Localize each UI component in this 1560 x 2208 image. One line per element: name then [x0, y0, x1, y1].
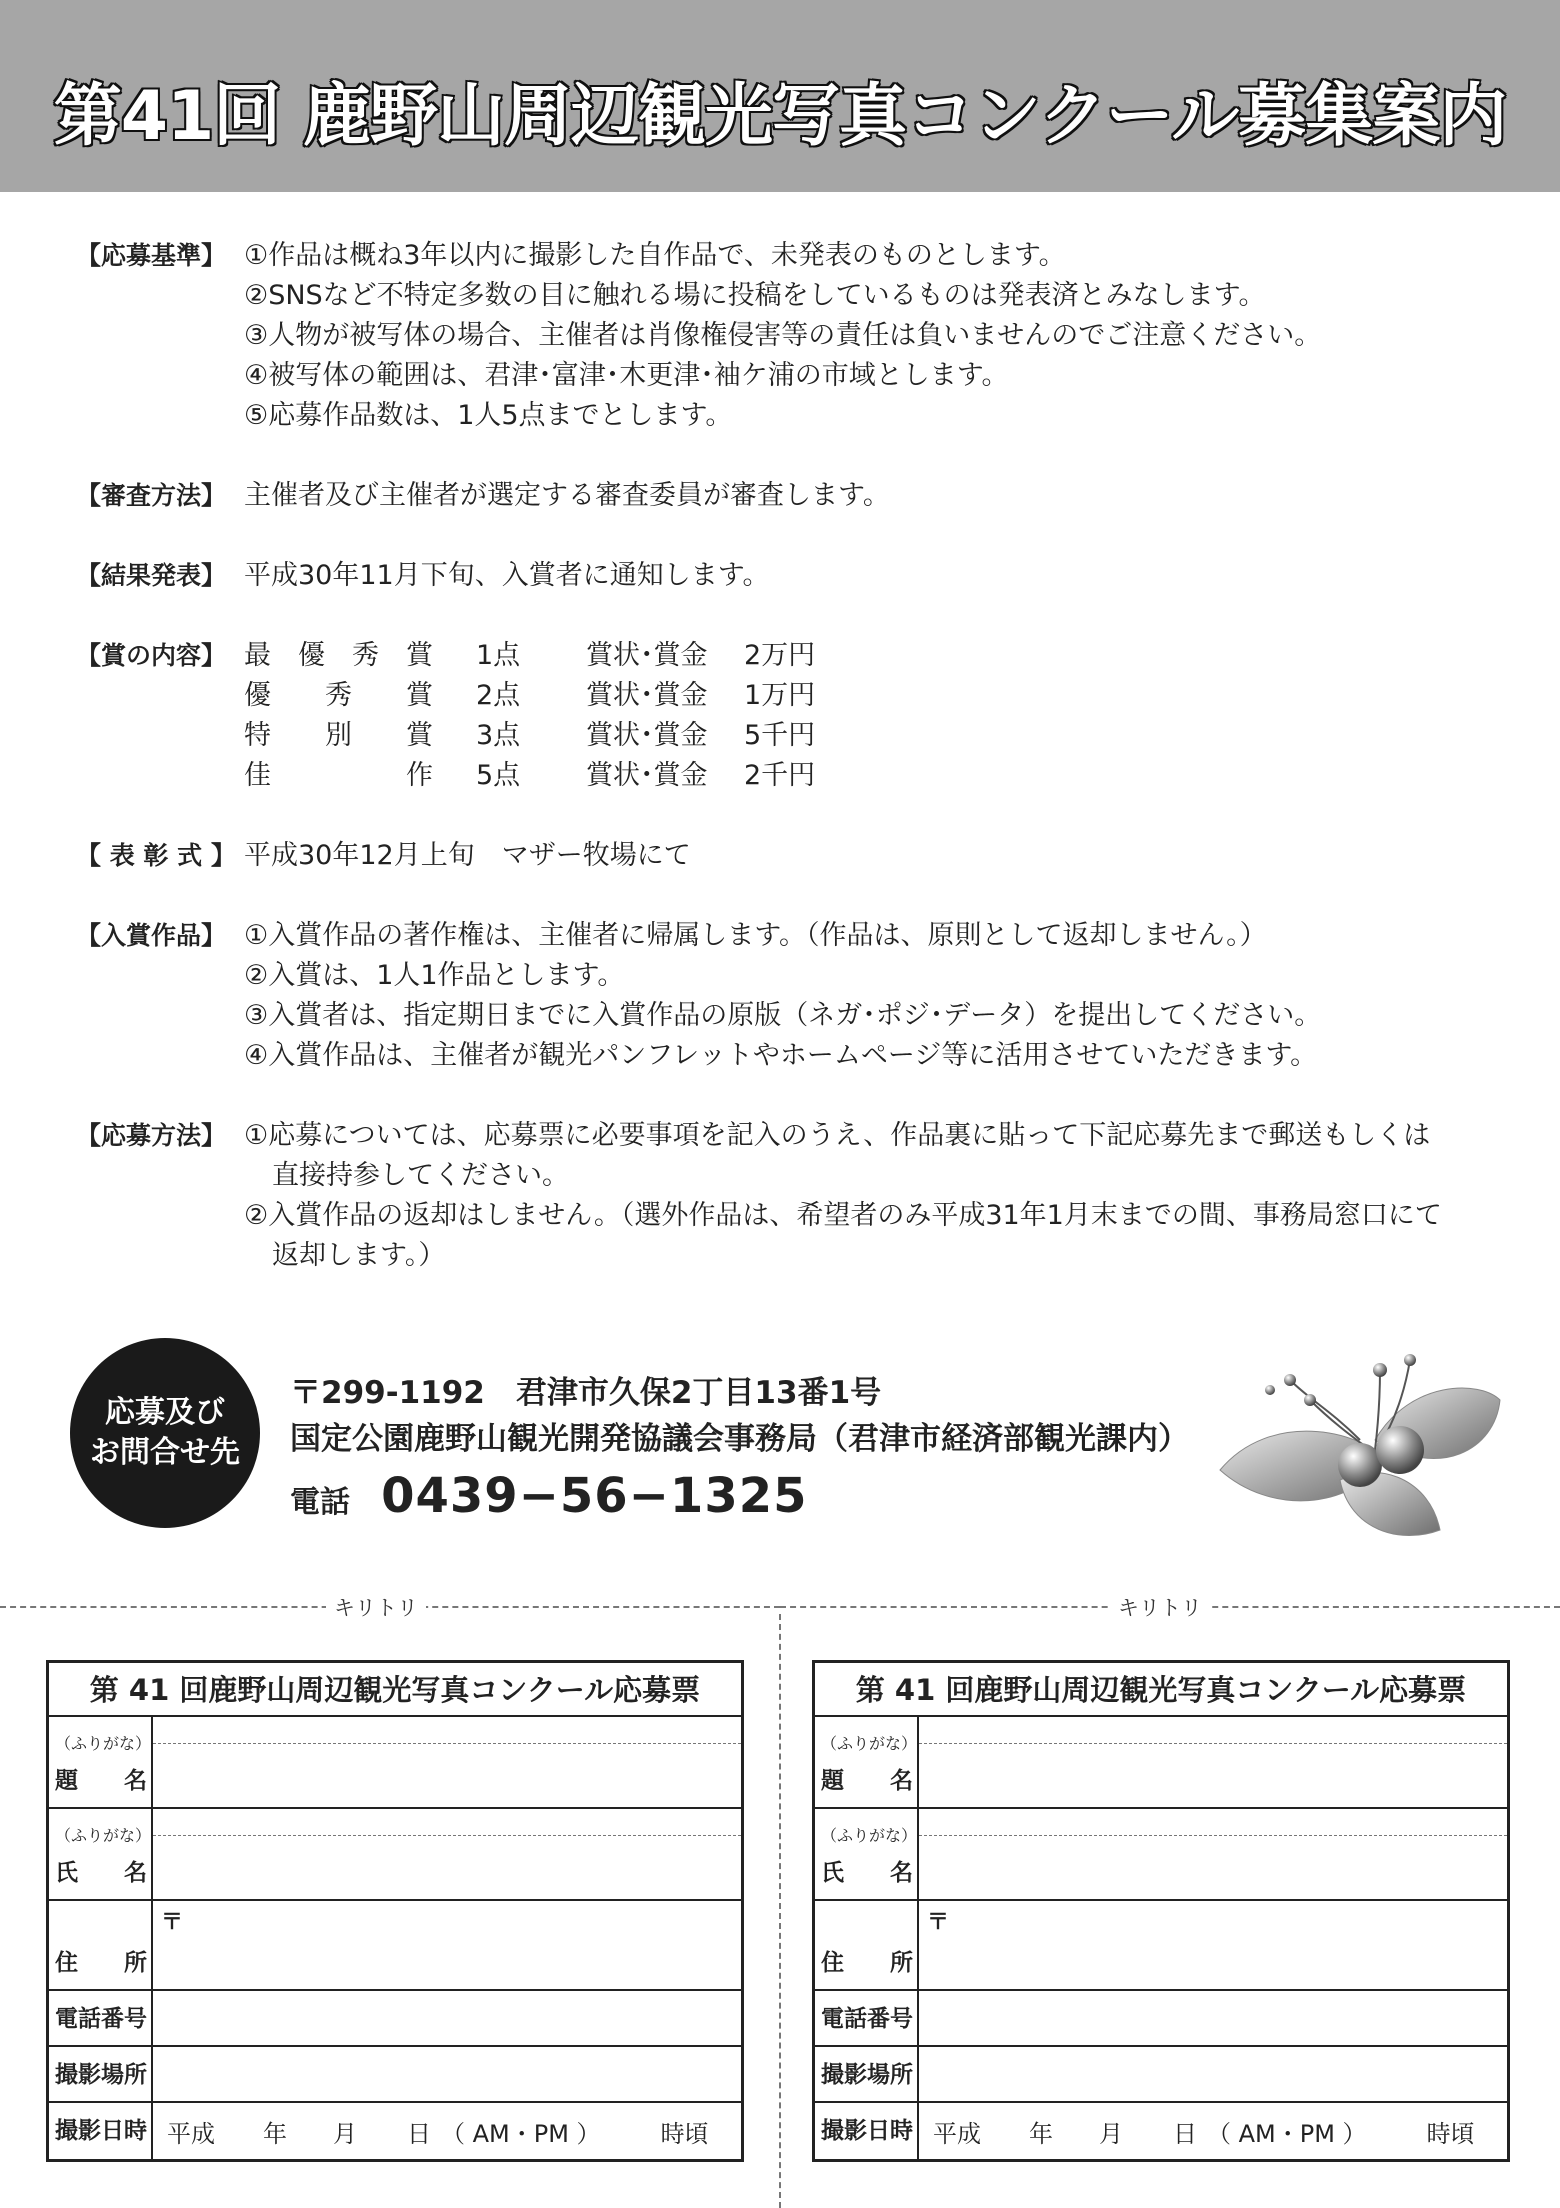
form-row-name — [49, 1809, 741, 1901]
prize-amount: 5千円 — [744, 720, 816, 751]
address-label: 住 所 — [821, 1950, 913, 1976]
form-row-place — [49, 2047, 741, 2103]
month-text: 月 — [1099, 2119, 1123, 2148]
section-label: 【賞の内容】 — [76, 641, 227, 670]
title-field[interactable] — [919, 1717, 1507, 1807]
form-row-datetime — [49, 2103, 741, 2159]
winners-line: ④入賞作品は、主催者が観光パンフレットやホームページ等に活用させていただきます。 — [244, 1040, 1318, 1071]
section-label: 【応募基準】 — [76, 241, 227, 270]
section-judging — [76, 476, 1516, 516]
place-field-label: 撮影場所 — [55, 2062, 147, 2088]
header-banner — [0, 0, 1560, 192]
section-prizes — [76, 636, 1516, 796]
name-label: 氏 名 — [55, 1860, 147, 1886]
prize-kind: 賞状･賞金 — [586, 720, 708, 751]
criteria-line: ②SNSなど不特定多数の目に触れる場に投稿をしているものは発表済とみなします。 — [244, 280, 1266, 311]
prize-count: 2点 — [476, 680, 521, 711]
section-results — [76, 556, 1516, 596]
section-method — [76, 1116, 1516, 1276]
name-label: 氏 名 — [821, 1860, 913, 1886]
prize-row — [244, 756, 815, 796]
page-title: 第41回 鹿野山周辺観光写真コンクール募集案内 — [53, 77, 1507, 156]
berry-illustration-icon — [1210, 1340, 1510, 1550]
results-text: 平成30年11月下旬、入賞者に通知します。 — [244, 560, 770, 591]
postal-mark: 〒 — [927, 1910, 950, 1935]
prize-count: 1点 — [476, 640, 521, 671]
address-field[interactable] — [153, 1901, 741, 1989]
time-text: 時頃 — [660, 2119, 709, 2148]
form-title: 第 41 回鹿野山周辺観光写真コンクール応募票 — [815, 1663, 1507, 1717]
criteria-line: ④被写体の範囲は、君津･富津･木更津･袖ケ浦の市域とします。 — [244, 360, 1009, 391]
place-field[interactable] — [153, 2047, 741, 2101]
prize-name: 最 優 秀 賞 — [244, 640, 433, 671]
furigana-label: （ふりがな） — [55, 1826, 152, 1845]
form-row-address — [49, 1901, 741, 1991]
prize-table — [244, 636, 815, 796]
contact-badge-line: お問合せ先 — [90, 1435, 240, 1470]
section-winners — [76, 916, 1516, 1076]
method-line: 直接持参してください。 — [272, 1160, 569, 1191]
form-title: 第 41 回鹿野山周辺観光写真コンクール応募票 — [49, 1663, 741, 1717]
address-field[interactable] — [919, 1901, 1507, 1989]
place-field[interactable] — [919, 2047, 1507, 2101]
place-field-label: 撮影場所 — [821, 2062, 913, 2088]
section-label: 【審査方法】 — [76, 481, 227, 510]
prize-amount: 1万円 — [744, 680, 816, 711]
cut-label: キリトリ — [326, 1592, 426, 1622]
prize-kind: 賞状･賞金 — [586, 680, 708, 711]
winners-line: ①入賞作品の著作権は、主催者に帰属します。（作品は、原則として返却しません。） — [244, 920, 1267, 951]
era-text: 平成 — [933, 2119, 981, 2148]
year-text: 年 — [263, 2119, 287, 2148]
section-label: 【応募方法】 — [76, 1121, 227, 1150]
furigana-label: （ふりがな） — [55, 1734, 152, 1753]
phone-field-label: 電話番号 — [55, 2006, 147, 2032]
datetime-field-label: 撮影日時 — [55, 2118, 147, 2144]
prize-row — [244, 716, 815, 756]
day-text: 日 — [407, 2119, 431, 2148]
prize-kind: 賞状･賞金 — [586, 760, 708, 791]
form-row-title — [815, 1717, 1507, 1809]
form-row-name — [815, 1809, 1507, 1901]
criteria-line: ③人物が被写体の場合、主催者は肖像権侵害等の責任は負いませんのでご注意ください。 — [244, 320, 1322, 351]
form-row-datetime — [815, 2103, 1507, 2159]
method-line: 返却します。） — [272, 1240, 446, 1271]
address-label: 住 所 — [55, 1950, 147, 1976]
year-text: 年 — [1029, 2119, 1053, 2148]
cut-label: キリトリ — [1110, 1592, 1210, 1622]
title-label: 題 名 — [821, 1768, 913, 1794]
title-label: 題 名 — [55, 1768, 147, 1794]
prize-row — [244, 636, 815, 676]
ampm-text: （ AM・PM ） — [441, 2119, 601, 2148]
time-text: 時頃 — [1426, 2119, 1475, 2148]
section-label: 【結果発表】 — [76, 561, 227, 590]
form-row-title — [49, 1717, 741, 1809]
method-line: ①応募については、応募票に必要事項を記入のうえ、作品裏に貼って下記応募先まで郵送もしくは — [244, 1120, 1431, 1151]
form-row-address — [815, 1901, 1507, 1991]
day-text: 日 — [1173, 2119, 1197, 2148]
contact-badge — [70, 1338, 260, 1528]
section-label: 【入賞作品】 — [76, 921, 227, 950]
ceremony-text: 平成30年12月上旬 マザー牧場にて — [244, 840, 691, 871]
furigana-label: （ふりがな） — [821, 1826, 918, 1845]
ampm-text: （ AM・PM ） — [1207, 2119, 1367, 2148]
prize-count: 5点 — [476, 760, 521, 791]
phone-label: 電話 — [290, 1485, 350, 1520]
contact-phone — [290, 1468, 1189, 1524]
cut-line-vertical — [779, 1614, 781, 2208]
criteria-line: ①作品は概ね3年以内に撮影した自作品で、未発表のものとします。 — [244, 240, 1066, 271]
section-label: 【 表 彰 式 】 — [76, 841, 236, 870]
prize-name: 優 秀 賞 — [244, 680, 433, 711]
guidelines — [76, 236, 1516, 1316]
method-line: ②入賞作品の返却はしません。（選外作品は、希望者のみ平成31年1月末までの間、事務局窓口にて — [244, 1200, 1442, 1231]
form-row-place — [815, 2047, 1507, 2103]
month-text: 月 — [333, 2119, 357, 2148]
entry-form-left — [46, 1660, 744, 2162]
prize-row — [244, 676, 815, 716]
postal-mark: 〒 — [161, 1910, 184, 1935]
prize-name: 佳 作 — [244, 760, 433, 791]
form-row-phone — [815, 1991, 1507, 2047]
datetime-field-label: 撮影日時 — [821, 2118, 913, 2144]
entry-form-right — [812, 1660, 1510, 2162]
name-field[interactable] — [919, 1809, 1507, 1899]
title-field[interactable] — [153, 1717, 741, 1807]
section-criteria — [76, 236, 1516, 436]
datetime-field[interactable] — [919, 2103, 1507, 2159]
winners-line: ②入賞は、1人1作品とします。 — [244, 960, 625, 991]
furigana-label: （ふりがな） — [821, 1734, 918, 1753]
judging-text: 主催者及び主催者が選定する審査委員が審査します。 — [244, 480, 890, 511]
criteria-line: ⑤応募作品数は、1人5点までとします。 — [244, 400, 733, 431]
prize-amount: 2万円 — [744, 640, 816, 671]
phone-field-label: 電話番号 — [821, 2006, 913, 2032]
phone-field[interactable] — [919, 1991, 1507, 2045]
winners-line: ③入賞者は、指定期日までに入賞作品の原版（ネガ･ポジ･データ）を提出してください。 — [244, 1000, 1322, 1031]
phone-number: 0439−56−1325 — [381, 1468, 808, 1524]
name-field[interactable] — [153, 1809, 741, 1899]
form-row-phone — [49, 1991, 741, 2047]
contact-address: 〒299-1192 君津市久保2丁目13番1号 — [290, 1375, 882, 1411]
contact-organization: 国定公園鹿野山観光開発協議会事務局（君津市経済部観光課内） — [290, 1421, 1189, 1457]
datetime-field[interactable] — [153, 2103, 741, 2159]
prize-amount: 2千円 — [744, 760, 816, 791]
prize-count: 3点 — [476, 720, 521, 751]
phone-field[interactable] — [153, 1991, 741, 2045]
section-ceremony — [76, 836, 1516, 876]
contact-info — [290, 1370, 1189, 1524]
contact-badge-line: 応募及び — [105, 1395, 225, 1430]
prize-name: 特 別 賞 — [244, 720, 433, 751]
prize-kind: 賞状･賞金 — [586, 640, 708, 671]
era-text: 平成 — [167, 2119, 215, 2148]
